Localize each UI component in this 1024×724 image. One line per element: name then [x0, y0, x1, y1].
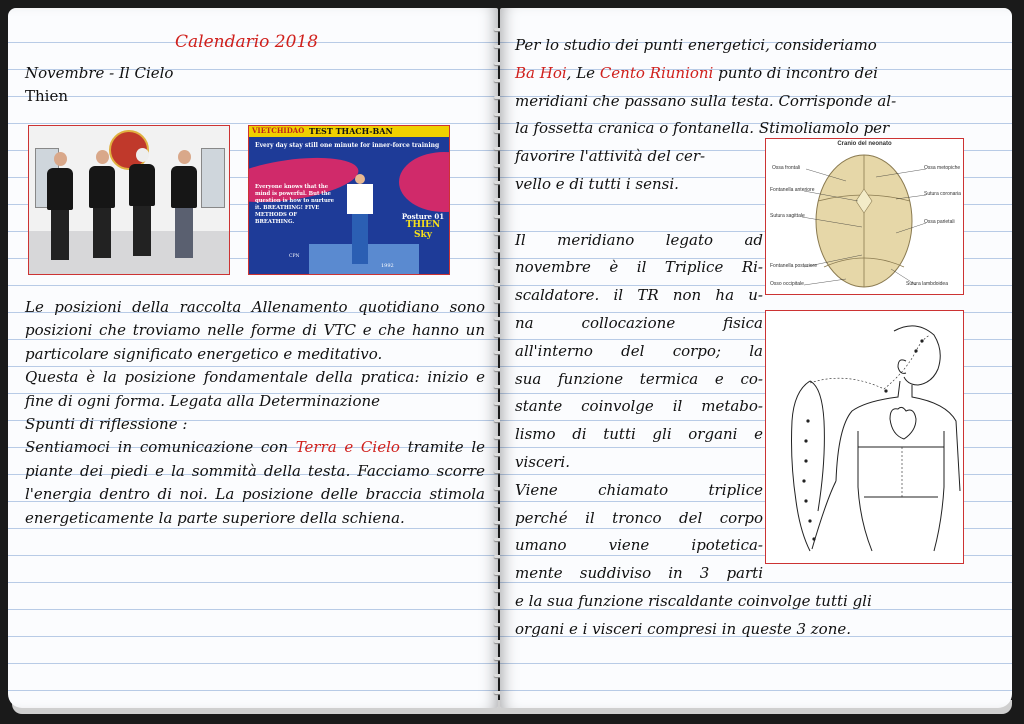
text-line: perché il tronco del corpo [515, 508, 763, 527]
text-line: mente suddiviso in 3 parti [515, 564, 763, 583]
text-line: favorire l'attività del cer- [515, 147, 706, 166]
practitioners-photo [28, 125, 230, 275]
text-line: Per lo studio dei punti energetici, consideriamo [515, 36, 877, 54]
poster-sky: Sky [414, 230, 432, 240]
text-line: visceri. [515, 452, 570, 471]
text-line: vello e di tutti i sensi. [515, 174, 679, 193]
month-line: Novembre - Il Cielo [25, 64, 174, 82]
poster-author: CPN [289, 254, 300, 259]
text-line: la fossetta cranica o fontanella. Stimoliamolo per [515, 119, 890, 138]
label-fontanella-anteriore: Fontanella anteriore [770, 187, 815, 193]
label-ossa-frontali: Ossa frontali [772, 165, 801, 171]
paragraph: Le posizioni della raccolta Allenamento quotidiano sono posizioni che troviamo nelle forme di VTC e che hanno un particolare significato energetico e meditativo. [25, 298, 485, 363]
text-line: novembre è il Triplice Ri- [515, 258, 763, 277]
highlight-terra-cielo: Terra e Cielo [295, 438, 400, 457]
text-line: umano viene ipotetica- [515, 536, 763, 555]
left-body-text [25, 296, 485, 530]
text-line: sua funzione termica e co- [515, 369, 763, 388]
label-sutura-sagittale: Sutura sagittale [770, 213, 805, 219]
text-line: organi e i visceri compresi in queste 3 zone. [515, 619, 852, 638]
skull-figure-title: Cranio del neonato [837, 141, 892, 147]
text-line: na collocazione fisica [515, 313, 763, 332]
text-line: e la sua funzione riscaldante coinvolge tutti gli [515, 591, 872, 610]
paragraph: Sentiamoci in comunicazione con Terra e Cielo tramite le piante dei piedi e la sommità della testa. Facciamo scorre l'energia dentro di noi. La posizione delle braccia stimola energeticamente la parte superiore della schiena. [25, 438, 485, 527]
text-line: Viene chiamato triplice [515, 480, 763, 499]
poster-thien: THIEN Sky [399, 220, 447, 240]
poster-title: TEST THACH-BAN [309, 126, 393, 136]
month-heading [25, 62, 173, 108]
text-line: Ba Hoi, Le Cento Riunioni punto di incontro dei [515, 63, 878, 82]
text-line: meridiani che passano sulla testa. Corrisponde al- [515, 91, 897, 110]
highlight-cento-riunioni: Cento Riunioni [599, 63, 714, 82]
poster-year: 1992 [381, 263, 394, 269]
newborn-skull-figure [765, 138, 964, 295]
text-line: lismo di tutti gli organi e [515, 425, 763, 444]
label-sutura-lambdoidea: Sutura lambdoidea [906, 281, 948, 287]
paragraph: Questa è la posizione fondamentale della pratica: inizio e fine di ogni forma. Legata alla Determinazione [25, 368, 485, 410]
poster-posture: Posture 01 [401, 212, 445, 221]
poster-brand: VIETCHIDAO [252, 126, 305, 135]
label-fontanella-posteriore: Fontanella posteriore [770, 263, 817, 269]
poster-quote: Everyone knows that the mind is powerful. But the question is how to nurture it. BREATHING! FIVE METHODS OF BREATHING. [255, 184, 334, 225]
poster-figure [347, 174, 373, 266]
calendar-title: Calendario 2018 [175, 32, 319, 52]
triple-burner-meridian-figure [765, 310, 964, 564]
text-line: scaldatore. il TR non ha u- [515, 286, 763, 305]
highlight-ba-hoi: Ba Hoi [515, 63, 567, 82]
poster-tagline: Every day stay still one minute for inner-force training [255, 142, 440, 149]
posture-poster [248, 125, 450, 275]
label-sutura-coronaria: Sutura coronaria [924, 191, 961, 197]
label-ossa-metopiche: Ossa metopiche [924, 165, 961, 171]
name-line: Thien [25, 87, 69, 105]
meridian-drawing [766, 311, 963, 563]
text-line: Il meridiano legato ad [515, 230, 763, 249]
text-line: all'interno del corpo; la [515, 341, 763, 360]
label-osso-occipitale: Osso occipitale [770, 281, 804, 287]
text-line: stante coinvolge il metabo- [515, 397, 763, 416]
label-ossa-parietali: Ossa parietali [924, 219, 955, 225]
paragraph: Spunti di riflessione : [25, 415, 188, 434]
